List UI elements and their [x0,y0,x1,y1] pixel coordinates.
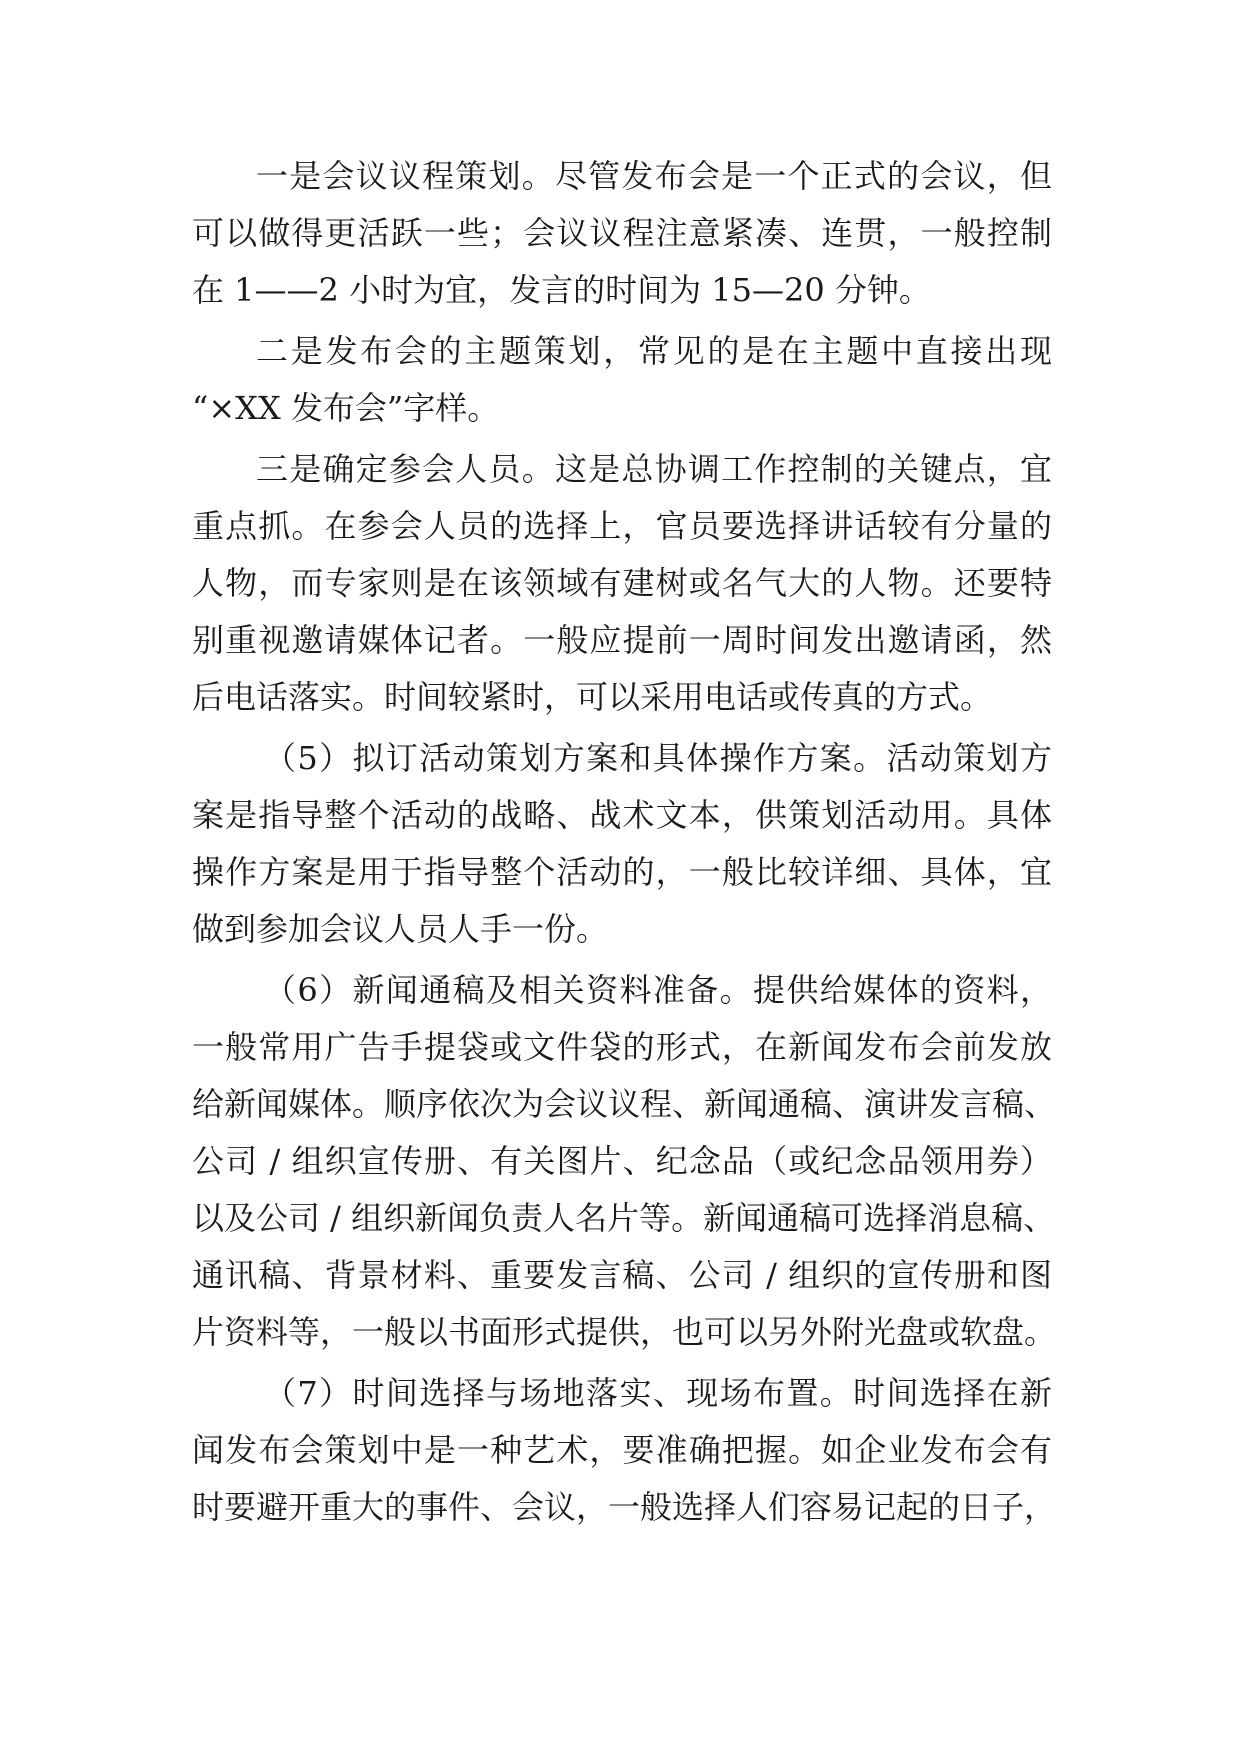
paragraph-press-materials [192,971,1057,1351]
text-line: （7）时间选择与场地落实、现场布置。时间选择在新 [264,1374,1052,1412]
text-line: 人物，而专家则是在该领域有建树或名气大的人物。还要特 [192,564,1052,602]
paragraph-attendees [192,451,1052,716]
body-text [192,157,1057,1526]
text-line: 一是会议议程策划。尽管发布会是一个正式的会议，但 [256,157,1052,195]
paragraph-plan [192,740,1052,948]
text-line: （6）新闻通稿及相关资料准备。提供给媒体的资料， [264,971,1052,1009]
text-line: 做到参加会议人员人手一份。 [192,910,609,948]
text-line: 重点抓。在参会人员的选择上，官员要选择讲话较有分量的 [192,507,1052,545]
paragraph-timing-venue [192,1374,1057,1526]
paragraph-theme [192,333,1052,427]
text-line: 二是发布会的主题策划，常见的是在主题中直接出现 [256,332,1052,370]
text-line: 以及公司 / 组织新闻负责人名片等。新闻通稿可选择消息稿、 [192,1199,1056,1237]
text-line: 后电话落实。时间较紧时，可以采用电话或传真的方式。 [192,678,993,716]
text-line: 公司 / 组织宣传册、有关图片、纪念品（或纪念品领用券） [192,1142,1052,1180]
text-line: 可以做得更活跃一些；会议议程注意紧凑、连贯，一般控制 [192,214,1052,252]
text-line: “×XX 发布会”字样。 [192,389,500,427]
text-line: 操作方案是用于指导整个活动的，一般比较详细、具体，宜 [192,853,1052,891]
text-line: 通讯稿、背景材料、重要发言稿、公司 / 组织的宣传册和图 [192,1256,1052,1294]
text-line: （5）拟订活动策划方案和具体操作方案。活动策划方 [264,739,1052,777]
paragraph-agenda [192,158,1052,309]
text-line: 在 1——2 小时为宜，发言的时间为 15—20 分钟。 [192,271,931,309]
text-line: 一般常用广告手提袋或文件袋的形式，在新闻发布会前发放 [192,1028,1052,1066]
text-line: 给新闻媒体。顺序依次为会议议程、新闻通稿、演讲发言稿、 [192,1085,1057,1123]
text-line: 闻发布会策划中是一种艺术，要准确把握。如企业发布会有 [192,1431,1052,1469]
text-line: 时要避开重大的事件、会议，一般选择人们容易记起的日子， [192,1488,1057,1526]
text-line: 别重视邀请媒体记者。一般应提前一周时间发出邀请函，然 [192,621,1052,659]
text-line: 三是确定参会人员。这是总协调工作控制的关键点，宜 [256,450,1052,488]
text-line: 案是指导整个活动的战略、战术文本，供策划活动用。具体 [192,796,1052,834]
text-line: 片资料等，一般以书面形式提供，也可以另外附光盘或软盘。 [192,1313,1057,1351]
